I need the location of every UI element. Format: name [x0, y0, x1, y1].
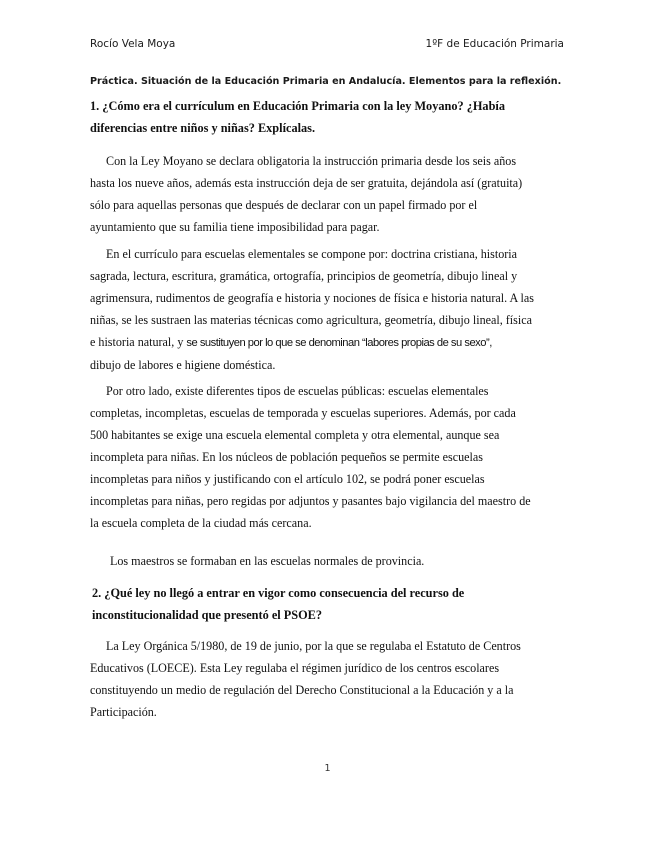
paragraph-line: dibujo de labores e higiene doméstica.	[90, 358, 276, 372]
paragraph-line: incompleta para niñas. En los núcleos de población pequeños se permite escuelas	[90, 450, 483, 464]
paragraph-line: completas, incompletas, escuelas de temporada y escuelas superiores. Además, por cada	[90, 406, 516, 420]
paragraph-line: Los maestros se formaban en las escuelas normales de provincia.	[110, 554, 425, 568]
paragraph-line: Por otro lado, existe diferentes tipos de escuelas públicas: escuelas elementales	[106, 384, 489, 398]
header-course: 1ºF de Educación Primaria	[425, 38, 564, 50]
header-author: Rocío Vela Moya	[90, 38, 176, 50]
answer-2-paragraph	[90, 635, 568, 723]
paragraph-line: constituyendo un medio de regulación del Derecho Constitucional a la Educación y a la	[90, 683, 514, 697]
paragraph-line: Con la Ley Moyano se declara obligatoria la instrucción primaria desde los seis años	[106, 154, 517, 168]
answer-1-paragraph-3	[90, 380, 568, 534]
paragraph-line: incompletas para niños y justificando con el artículo 102, se podrá poner escuelas	[90, 472, 485, 486]
paragraph-line: En el currículo para escuelas elementales se compone por: doctrina cristiana, historia	[106, 247, 518, 261]
paragraph-line: sagrada, lectura, escritura, gramática, ortografía, principios de geometría, dibujo lineal y	[90, 269, 518, 283]
paragraph-line	[90, 331, 568, 354]
paragraph-line: Participación.	[90, 705, 157, 719]
paragraph-line: hasta los nueve años, además esta instrucción deja de ser gratuita, dejándola así (gratuita)	[90, 176, 523, 190]
paragraph-line: La Ley Orgánica 5/1980, de 19 de junio, por la que se regulaba el Estatuto de Centros	[106, 639, 521, 653]
question-1-line: diferencias entre niños y niñas? Explícalas.	[90, 121, 316, 135]
answer-1-paragraph-2	[90, 243, 568, 376]
question-2-line: 2. ¿Qué ley no llegó a entrar en vigor como consecuencia del recurso de	[92, 586, 465, 600]
document-subtitle: Práctica. Situación de la Educación Primaria en Andalucía. Elementos para la reflexión.	[90, 76, 562, 87]
paragraph-line: 500 habitantes se exige una escuela elemental completa y otra elemental, aunque sea	[90, 428, 500, 442]
paragraph-line: Educativos (LOECE). Esta Ley regulaba el régimen jurídico de los centros escolares	[90, 661, 500, 675]
paragraph-line: ayuntamiento que su familia tiene imposibilidad para pagar.	[90, 220, 380, 234]
answer-1-paragraph-4	[90, 550, 568, 572]
paragraph-line: la escuela completa de la ciudad más cercana.	[90, 516, 312, 530]
paragraph-text: e historia natural, y	[90, 335, 187, 349]
question-2	[92, 582, 570, 626]
question-2-line: inconstitucionalidad que presentó el PSOE?	[92, 608, 323, 622]
paragraph-line: sólo para aquellas personas que después de declarar con un papel firmado por el	[90, 198, 478, 212]
answer-1-paragraph-1	[90, 150, 568, 238]
highlighted-phrase: se sustituyen por lo que se denominan “labores propias de su sexo”,	[186, 337, 492, 349]
paragraph-line: niñas, se les sustraen las materias técnicas como agricultura, geometría, dibujo lineal, física	[90, 313, 532, 327]
page-number: 1	[324, 763, 331, 774]
paragraph-line: incompletas para niñas, pero regidas por adjuntos y pasantes bajo vigilancia del maestro de	[90, 494, 531, 508]
question-1	[90, 95, 568, 139]
paragraph-line: agrimensura, rudimentos de geografía e historia y nociones de física e historia natural. A las	[90, 291, 534, 305]
question-1-line: 1. ¿Cómo era el currículum en Educación Primaria con la ley Moyano? ¿Había	[90, 99, 505, 113]
